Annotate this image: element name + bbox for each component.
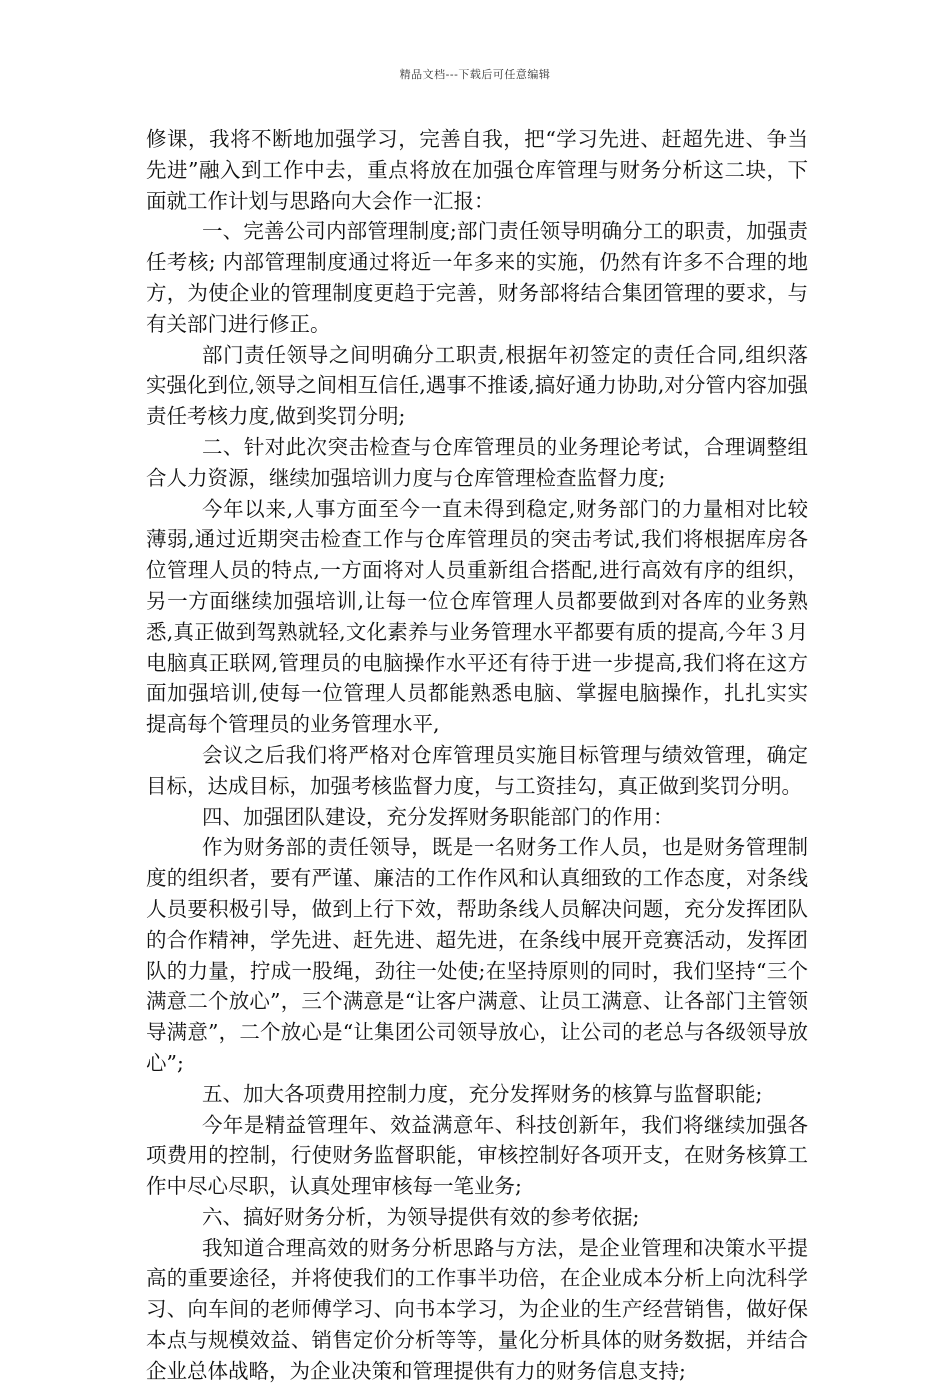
paragraph-8: 作为财务部的责任领导，既是一名财务工作人员，也是财务管理制度的组织者，要有严谨、廉洁的工作作风和认真细致的工作态度，对条线人员要积极引导，做到上行下效，帮助条线人员解决问题，充分发挥团队的合作精神，学先进、赶先进、超先进，在条线中展开竞赛活动，发挥团队的力量，拧成一股绳，劲往一处使;在坚持原则的同时，我们坚持“三个满意二个放心”，三个满意是“让客户满意、让员工满意、让各部门主管领导满意”，二个放心是“让集团公司领导放心，让公司的老总与各级领导放心”; <box>146 835 808 1075</box>
paragraph-10: 今年是精益管理年、效益满意年、科技创新年，我们将继续加强各项费用的控制，行使财务监督职能，审核控制好各项开支，在财务核算工作中尽心尽职，认真处理审核每一笔业务; <box>146 1112 808 1199</box>
document-body <box>146 124 808 1387</box>
paragraph-5: 今年以来,人事方面至今一直未得到稳定,财务部门的力量相对比较薄弱,通过近期突击检查工作与仓库管理员的突击考试,我们将根据库房各位管理人员的特点,一方面将对人员重新组合搭配,进行高效有序的组织，另一方面继续加强培训,让每一位仓库管理人员都要做到对各库的业务熟悉,真正做到驾熟就轻,文化素养与业务管理水平都要有质的提高,今年３月电脑真正联网,管理员的电脑操作水平还有待于进一步提高,我们将在这方面加强培训,使每一位管理人员都能熟悉电脑、掌握电脑操作，扎扎实实提高每个管理员的业务管理水平, <box>146 496 808 737</box>
page-header: 精品文档---下载后可任意编辑 <box>399 68 551 81</box>
paragraph-3: 部门责任领导之间明确分工职责,根据年初签定的责任合同,组织落实强化到位,领导之间相互信任,遇事不推诿,搞好通力协助,对分管内容加强责任考核力度,做到奖罚分明; <box>146 342 808 429</box>
paragraph-6: 会议之后我们将严格对仓库管理员实施目标管理与绩效管理，确定目标，达成目标，加强考核监督力度，与工资挂勾，真正做到奖罚分明。 <box>146 742 808 798</box>
paragraph-7: 四、加强团队建设，充分发挥财务职能部门的作用： <box>202 804 674 829</box>
paragraph-2: 一、完善公司内部管理制度;部门责任领导明确分工的职责，加强责任考核; 内部管理制度通过将近一年多来的实施，仍然有许多不合理的地方，为使企业的管理制度更趋于完善，财务部将结合集团管理的要求，与有关部门进行修正。 <box>146 219 808 336</box>
paragraph-12: 我知道合理高效的财务分析思路与方法，是企业管理和决策水平提高的重要途径，并将使我们的工作事半功倍，在企业成本分析上向沈科学习、向车间的老师傅学习、向书本学习，为企业的生产经营销售，做好保本点与规模效益、销售定价分析等等，量化分析具体的财务数据，并结合企业总体战略，为企业决策和管理提供有力的财务信息支持; <box>146 1235 808 1383</box>
paragraph-9: 五、加大各项费用控制力度，充分发挥财务的核算与监督职能; <box>202 1081 763 1106</box>
paragraph-4: 二、针对此次突击检查与仓库管理员的业务理论考试，合理调整组合人力资源，继续加强培训力度与仓库管理检查监督力度; <box>146 434 808 490</box>
paragraph-11: 六、搞好财务分析，为领导提供有效的参考依据; <box>202 1204 640 1229</box>
paragraph-1: 修课，我将不断地加强学习，完善自我，把“学习先进、赶超先进、争当先进”融入到工作中去，重点将放在加强仓库管理与财务分析这二块，下面就工作计划与思路向大会作一汇报： <box>146 127 808 213</box>
